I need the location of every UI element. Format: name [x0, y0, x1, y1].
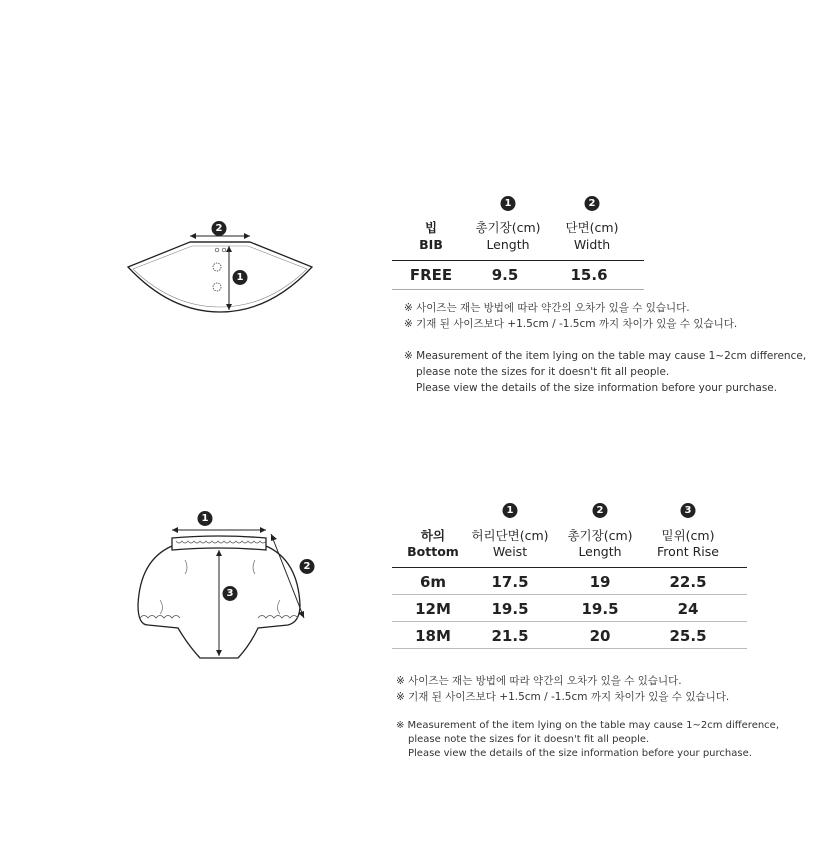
- bib-outline: [128, 242, 312, 312]
- header-waist-ko: 허리단면(cm): [471, 528, 549, 543]
- row-6m-rise: 22.5: [669, 573, 707, 591]
- note-ko-1: ※ 사이즈는 재는 방법에 따라 약간의 오차가 있을 수 있습니다.: [404, 302, 690, 314]
- header-item-en: Bottom: [407, 544, 459, 559]
- header-item-ko: 하의: [420, 528, 446, 543]
- bib-notes-ko: [404, 300, 737, 332]
- header-rise-ko: 밑위(cm): [661, 528, 715, 543]
- marker-waist-icon: 1: [198, 511, 213, 526]
- marker-length-icon: 1: [233, 270, 248, 285]
- bib-notes-en: [404, 348, 806, 396]
- header-length-en: Length: [486, 237, 530, 252]
- note-en-3: Please view the details of the size information before your purchase.: [416, 382, 778, 394]
- header-rise-en: Front Rise: [657, 544, 719, 559]
- value-width: 15.6: [570, 266, 608, 284]
- header-marker-rise-icon: 3: [681, 503, 696, 518]
- row-18m-waist: 21.5: [491, 627, 529, 645]
- note-ko-1: ※ 사이즈는 재는 방법에 따라 약간의 오차가 있을 수 있습니다.: [396, 675, 682, 687]
- row-12m-length: 19.5: [581, 600, 619, 618]
- table-bottom-rule: [392, 648, 747, 649]
- marker-width-icon: 2: [212, 221, 227, 236]
- header-marker-length-icon: 1: [501, 196, 516, 211]
- header-length-ko: 총기장(cm): [567, 528, 633, 543]
- table-header-rule: [392, 567, 747, 568]
- bottom-notes-en: [396, 719, 779, 761]
- row-rule: [392, 594, 747, 595]
- bottom-notes-ko: [396, 673, 729, 705]
- row-12m-waist: 19.5: [491, 600, 529, 618]
- row-6m-length: 19: [589, 573, 611, 591]
- note-en-3: Please view the details of the size information before your purchase.: [408, 748, 752, 759]
- row-18m-length: 20: [589, 627, 611, 645]
- row-12m-rise: 24: [677, 600, 699, 618]
- marker-length-icon: 2: [300, 559, 315, 574]
- header-waist-en: Weist: [492, 544, 528, 559]
- note-en-1: ※ Measurement of the item lying on the table may cause 1~2cm difference,: [404, 350, 807, 362]
- header-width-ko: 단면(cm): [565, 220, 619, 235]
- header-marker-waist-icon: 1: [503, 503, 518, 518]
- header-length-en: Length: [578, 544, 622, 559]
- row-18m-size: 18M: [415, 627, 451, 645]
- row-18m-rise: 25.5: [669, 627, 707, 645]
- row-6m-waist: 17.5: [491, 573, 529, 591]
- row-12m-size: 12M: [415, 600, 451, 618]
- value-length: 9.5: [491, 266, 519, 284]
- note-en-1: ※ Measurement of the item lying on the table may cause 1~2cm difference,: [396, 720, 780, 731]
- header-marker-width-icon: 2: [585, 196, 600, 211]
- row-rule: [392, 621, 747, 622]
- note-en-2: please note the sizes for it doesn't fit all people.: [416, 366, 670, 378]
- table-bottom-rule: [392, 289, 644, 290]
- header-item-ko: 빕: [424, 220, 438, 235]
- marker-rise-icon: 3: [223, 586, 238, 601]
- header-length-ko: 총기장(cm): [475, 220, 541, 235]
- size-free: FREE: [409, 266, 453, 284]
- note-ko-2: ※ 기재 된 사이즈보다 +1.5cm / -1.5cm 까지 차이가 있을 수 있습니다.: [396, 691, 730, 703]
- note-en-2: please note the sizes for it doesn't fit all people.: [408, 734, 650, 745]
- header-width-en: Width: [573, 237, 611, 252]
- note-ko-2: ※ 기재 된 사이즈보다 +1.5cm / -1.5cm 까지 차이가 있을 수 있습니다.: [404, 318, 738, 330]
- header-item-en: BIB: [419, 237, 443, 252]
- row-6m-size: 6m: [419, 573, 447, 591]
- table-header-rule: [392, 260, 644, 261]
- header-marker-length-icon: 2: [593, 503, 608, 518]
